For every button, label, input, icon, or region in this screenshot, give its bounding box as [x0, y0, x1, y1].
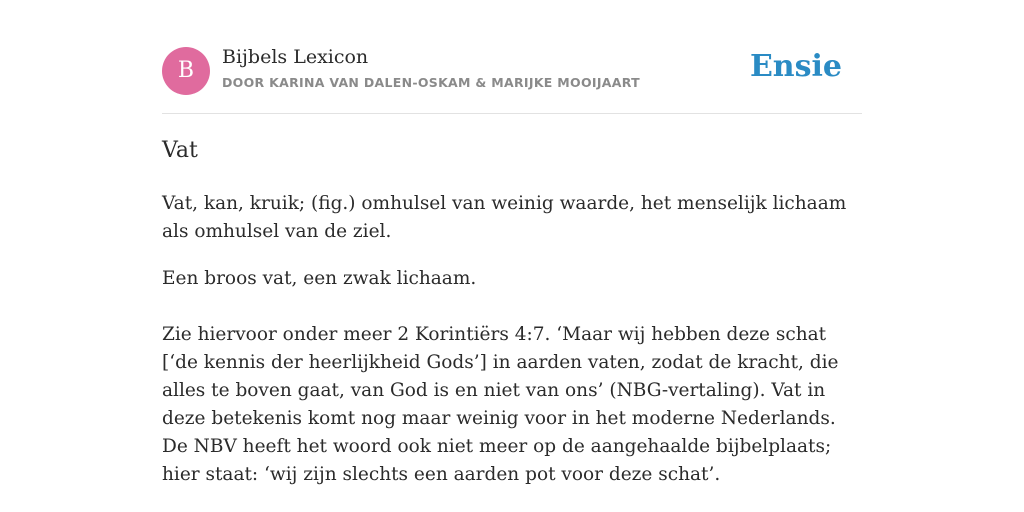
example-paragraph: Een broos vat, een zwak lichaam.: [162, 268, 477, 289]
authors-byline: DOOR KARINA VAN DALEN-OSKAM & MARIJKE MOOIJAART: [222, 75, 640, 90]
entry-title: Vat: [162, 138, 198, 163]
avatar[interactable]: B: [162, 47, 210, 95]
brand-logo[interactable]: Ensie: [749, 49, 842, 84]
explanation-paragraph: Zie hiervoor onder meer 2 Korintiërs 4:7. ‘Maar wij hebben deze schat [‘de kennis der heerlijkheid Gods’] in aarden vaten, zodat de kracht, die alles te boven gaat, van God is en niet van ons’ (NBG-vertaling). Vat in deze betekenis komt nog maar weinig voor in het moderne Nederlands. De NBV heeft het woord ook niet meer op de aangehaalde bijbelplaats; hier staat: ‘wij zijn slechts een aarden pot voor deze schat’.: [162, 324, 839, 485]
header: [162, 46, 862, 96]
header-divider: [162, 113, 862, 114]
book-title[interactable]: Bijbels Lexicon: [222, 46, 369, 68]
definition-paragraph: Vat, kan, kruik; (fig.) omhulsel van weinig waarde, het menselijk lichaam als omhulsel van de ziel.: [162, 193, 847, 242]
